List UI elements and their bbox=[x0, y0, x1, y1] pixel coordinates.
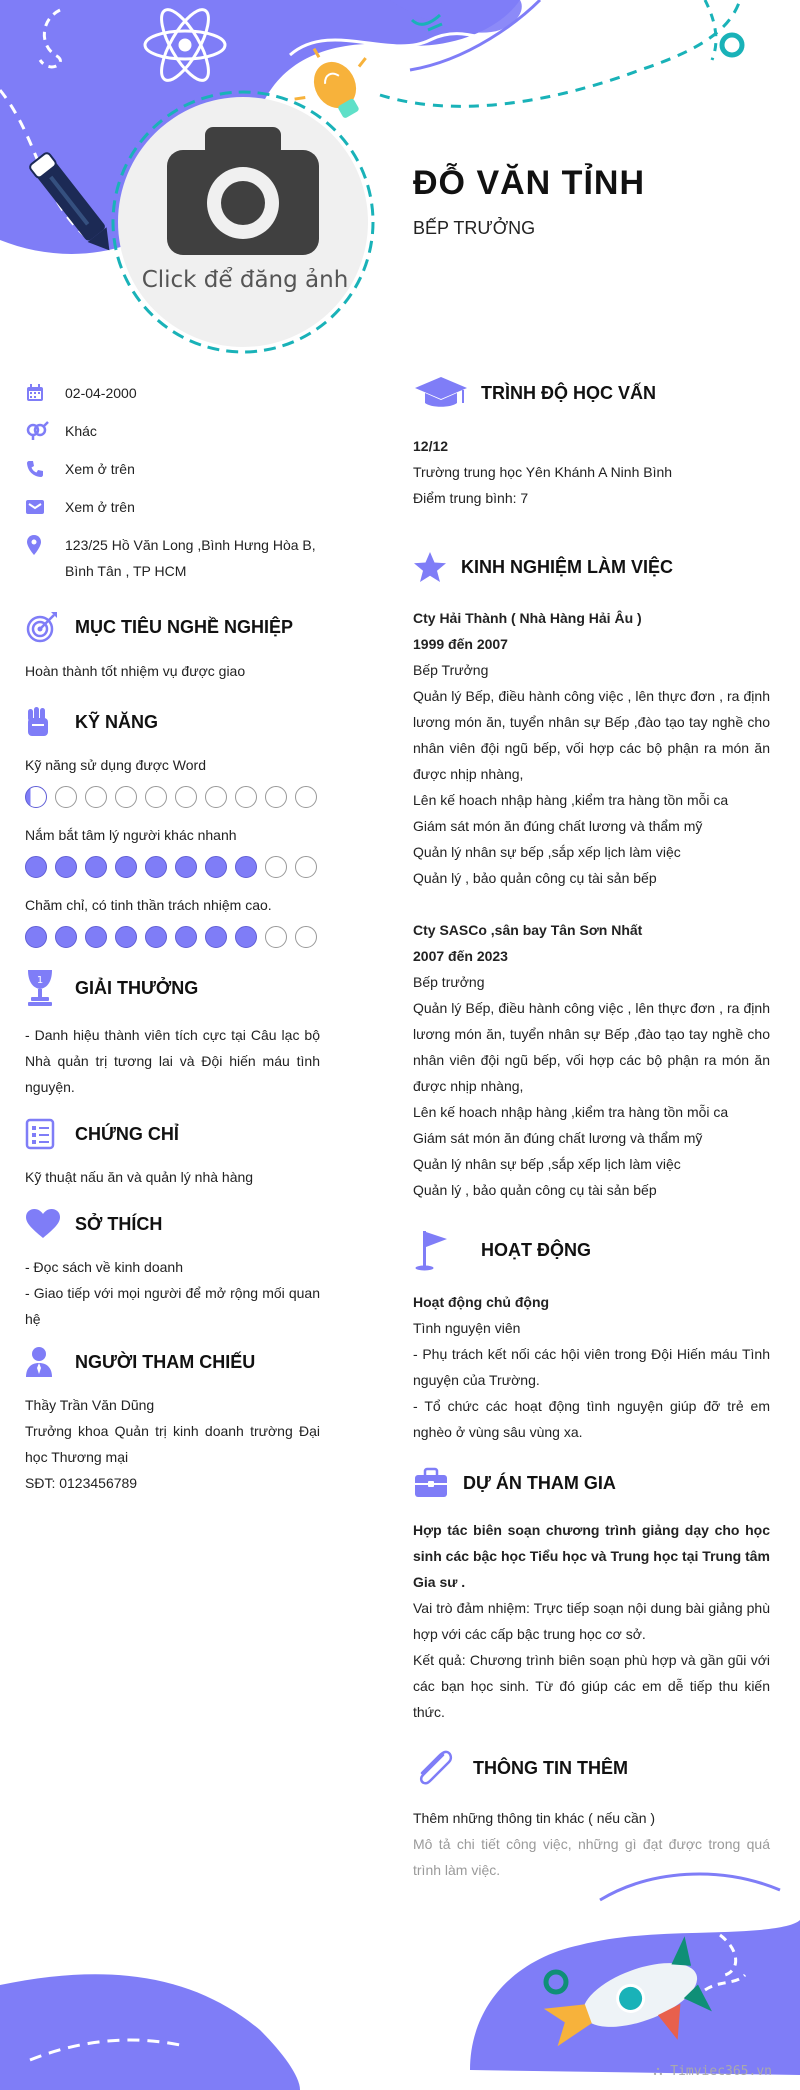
education-degree: 12/12 bbox=[413, 438, 449, 454]
job-period: 2007 đến 2023 bbox=[413, 948, 508, 964]
projects-header bbox=[413, 1467, 770, 1499]
project-role: Vai trò đảm nhiệm: Trực tiếp soạn nội dung bài giảng phù hợp với các cấp bậc trung học cơ sở. bbox=[413, 1600, 770, 1642]
address-value: 123/25 Hồ Văn Long ,Bình Hưng Hòa B, Bình Tân , TP HCM bbox=[65, 537, 316, 579]
education-gpa: Điểm trung bình: 7 bbox=[413, 490, 529, 506]
job-description: Giám sát món ăn đúng chất lương và thẩm mỹ bbox=[413, 818, 703, 834]
activity-description: - Phụ trách kết nối các hội viên trong Đội Hiến máu Tình nguyện của Trường. bbox=[413, 1346, 770, 1388]
objective-title: MỤC TIÊU NGHỀ NGHIỆP bbox=[75, 616, 294, 637]
location-pin-icon bbox=[25, 532, 65, 558]
references-title: NGƯỜI THAM CHIẾU bbox=[75, 1351, 256, 1372]
additional-block bbox=[413, 1805, 770, 1883]
skill-rating-dot[interactable] bbox=[85, 786, 107, 808]
certificates-header bbox=[25, 1118, 320, 1150]
job-role: Bếp trưởng bbox=[413, 974, 485, 990]
skill-name: Chăm chỉ, có tinh thần trách nhiệm cao. bbox=[25, 897, 272, 913]
skill-rating[interactable] bbox=[25, 856, 320, 878]
references-header bbox=[25, 1346, 320, 1378]
skill-rating-dot[interactable] bbox=[115, 926, 137, 948]
skill-rating-dot[interactable] bbox=[265, 856, 287, 878]
additional-header bbox=[413, 1749, 770, 1787]
project-name: Hợp tác biên soạn chương trình giảng dạy cho học sinh các bậc học Tiểu học và Trung học tại Trung tâm Gia sư . bbox=[413, 1522, 770, 1590]
skill-rating-dot[interactable] bbox=[115, 786, 137, 808]
flag-icon bbox=[413, 1229, 481, 1271]
skill-rating-dot[interactable] bbox=[115, 856, 137, 878]
skills-header bbox=[25, 706, 320, 738]
skill-rating-dot[interactable] bbox=[55, 926, 77, 948]
activity-name: Hoạt động chủ động bbox=[413, 1294, 550, 1310]
gender-icon bbox=[25, 418, 65, 444]
skill-rating-dot[interactable] bbox=[55, 786, 77, 808]
activities-block bbox=[413, 1289, 770, 1445]
job-company: Cty SASCo ,sân bay Tân Sơn Nhất bbox=[413, 922, 643, 938]
job-2 bbox=[413, 917, 770, 1203]
project-result: Kết quả: Chương trình biên soạn phù hợp và gần gũi với các bạn học sinh. Từ đó giúp các em dễ tiếp thu kiến thức. bbox=[413, 1652, 770, 1720]
skill-rating-dot[interactable] bbox=[55, 856, 77, 878]
job-description: Quản lý , bảo quản công cụ tài sản bếp bbox=[413, 1182, 657, 1198]
skill-rating-dot[interactable] bbox=[145, 856, 167, 878]
additional-text[interactable]: Thêm những thông tin khác ( nếu cần ) bbox=[413, 1810, 656, 1826]
skill-rating[interactable] bbox=[25, 786, 320, 808]
heart-icon bbox=[25, 1208, 75, 1240]
left-column bbox=[25, 380, 320, 1496]
skill-rating-dot[interactable] bbox=[175, 856, 197, 878]
skill-rating-dot[interactable] bbox=[25, 786, 47, 808]
hobbies-line-1: - Đọc sách về kinh doanh bbox=[25, 1259, 183, 1275]
reference-name: Thầy Trần Văn Dũng bbox=[25, 1397, 155, 1413]
skill-rating-dot[interactable] bbox=[205, 926, 227, 948]
skill-rating-dot[interactable] bbox=[25, 926, 47, 948]
skill-name: Nắm bắt tâm lý người khác nhanh bbox=[25, 827, 237, 843]
job-description: Quản lý Bếp, điều hành công việc , lên thực đơn , ra định lương món ăn, tuyển nhân sự Bếp ,đào tạo tay nghề cho nhân viên đội ngũ bếp, vối hợp các bộ phận ra món ăn được nhịp nhàng, bbox=[413, 688, 770, 782]
contact-phone bbox=[25, 456, 320, 482]
ring-decoration bbox=[722, 35, 742, 55]
hobbies-line-2: - Giao tiếp với mọi người để mở rộng mối quan hệ bbox=[25, 1285, 320, 1327]
job-description: Lên kế hoach nhập hàng ,kiểm tra hàng tồn mỗi ca bbox=[413, 792, 729, 808]
certificates-text: Kỹ thuật nấu ăn và quản lý nhà hàng bbox=[25, 1169, 254, 1185]
star-icon bbox=[413, 551, 461, 583]
raised-fist-icon bbox=[25, 706, 75, 738]
upload-photo-button[interactable]: Click để đăng ảnh bbox=[141, 267, 349, 293]
email-value: Xem ở trên bbox=[65, 499, 135, 515]
checklist-icon bbox=[25, 1118, 75, 1150]
skill-rating-dot[interactable] bbox=[85, 856, 107, 878]
phone-value: Xem ở trên bbox=[65, 461, 135, 477]
skills-title: KỸ NĂNG bbox=[75, 711, 159, 732]
candidate-name: ĐỖ VĂN TỈNH bbox=[413, 164, 645, 202]
additional-placeholder[interactable]: Mô tả chi tiết công việc, những gì đạt được trong quá trình làm việc. bbox=[413, 1836, 770, 1878]
objective-header bbox=[25, 610, 320, 644]
skill-rating-dot[interactable] bbox=[85, 926, 107, 948]
awards-text: - Danh hiệu thành viên tích cực tại Câu lạc bộ Nhà quản trị tương lai và Đội hiến máu tình nguyện. bbox=[25, 1027, 320, 1095]
skill-name: Kỹ năng sử dụng được Word bbox=[25, 757, 206, 773]
reference-role: Trưởng khoa Quản trị kinh doanh trường Đại học Thương mại bbox=[25, 1423, 320, 1465]
awards-header bbox=[25, 968, 320, 1008]
education-block bbox=[413, 433, 770, 511]
job-role: Bếp Trưởng bbox=[413, 662, 489, 678]
contact-address bbox=[25, 532, 320, 584]
skill-rating-dot[interactable] bbox=[265, 926, 287, 948]
right-column bbox=[413, 375, 770, 1883]
skill-rating-dot[interactable] bbox=[175, 926, 197, 948]
skill-rating-dot[interactable] bbox=[25, 856, 47, 878]
education-title: TRÌNH ĐỘ HỌC VẤN bbox=[481, 382, 656, 403]
bottom-blob-shape bbox=[0, 1974, 300, 2090]
skill-rating-dot[interactable] bbox=[175, 786, 197, 808]
skill-rating-dot[interactable] bbox=[235, 786, 257, 808]
skill-rating-dot[interactable] bbox=[295, 786, 317, 808]
activities-header bbox=[413, 1229, 770, 1271]
skill-rating-dot[interactable] bbox=[295, 856, 317, 878]
education-header bbox=[413, 375, 770, 411]
job-period: 1999 đến 2007 bbox=[413, 636, 508, 652]
experience-title: KINH NGHIỆM LÀM VIỆC bbox=[461, 556, 674, 577]
job-1 bbox=[413, 605, 770, 891]
skill-rating-dot[interactable] bbox=[295, 926, 317, 948]
briefcase-icon bbox=[413, 1467, 463, 1499]
contact-birthday bbox=[25, 380, 320, 406]
email-icon bbox=[25, 494, 65, 520]
awards-title: GIẢI THƯỞNG bbox=[75, 977, 199, 998]
birthday-value: 02-04-2000 bbox=[65, 385, 137, 401]
hobbies-title: SỞ THÍCH bbox=[75, 1213, 163, 1234]
skill-rating-dot[interactable] bbox=[265, 786, 287, 808]
projects-title: DỰ ÁN THAM GIA bbox=[463, 1472, 616, 1493]
watermark: ⛬ Timviec365.vn bbox=[653, 2064, 772, 2079]
skill-rating-dot[interactable] bbox=[235, 856, 257, 878]
hobbies-header bbox=[25, 1208, 320, 1240]
job-description: Lên kế hoach nhập hàng ,kiểm tra hàng tồn mỗi ca bbox=[413, 1104, 729, 1120]
skills-list bbox=[25, 752, 320, 948]
calendar-icon bbox=[25, 380, 65, 406]
additional-title: THÔNG TIN THÊM bbox=[473, 1757, 628, 1778]
reference-phone: SĐT: 0123456789 bbox=[25, 1475, 138, 1491]
contact-email bbox=[25, 494, 320, 520]
job-description: Quản lý nhân sự bếp ,sắp xếp lịch làm việc bbox=[413, 844, 681, 860]
activity-description: - Tổ chức các hoạt động tình nguyện giúp đỡ trẻ em nghèo ở vùng sâu vùng xa. bbox=[413, 1398, 770, 1440]
job-description: Quản lý Bếp, điều hành công việc , lên thực đơn , ra định lương món ăn, tuyển nhân sự Bếp ,đào tạo tay nghề cho nhân viên đội ngũ bếp, vối hợp các bộ phận ra món ăn được nhịp nhàng, bbox=[413, 1000, 770, 1094]
skill-rating-dot[interactable] bbox=[235, 926, 257, 948]
objective-text: Hoàn thành tốt nhiệm vụ được giao bbox=[25, 663, 246, 679]
education-school: Trường trung học Yên Khánh A Ninh Bình bbox=[413, 464, 673, 480]
trophy-icon bbox=[25, 968, 75, 1008]
target-icon bbox=[25, 610, 75, 644]
job-description: Quản lý , bảo quản công cụ tài sản bếp bbox=[413, 870, 657, 886]
gender-value: Khác bbox=[65, 423, 97, 439]
certificates-title: CHỨNG CHỈ bbox=[75, 1123, 179, 1144]
job-description: Quản lý nhân sự bếp ,sắp xếp lịch làm việc bbox=[413, 1156, 681, 1172]
graduation-cap-icon bbox=[413, 375, 481, 411]
skill-rating[interactable] bbox=[25, 926, 320, 948]
job-company: Cty Hải Thành ( Nhà Hàng Hải Âu ) bbox=[413, 610, 642, 626]
person-icon bbox=[25, 1346, 75, 1378]
contact-gender bbox=[25, 418, 320, 444]
skill-rating-dot[interactable] bbox=[205, 856, 227, 878]
skill-rating-dot[interactable] bbox=[145, 926, 167, 948]
activity-role: Tình nguyện viên bbox=[413, 1320, 521, 1336]
projects-block bbox=[413, 1517, 770, 1725]
skill-rating-dot[interactable] bbox=[205, 786, 227, 808]
candidate-position: BẾP TRƯỞNG bbox=[413, 218, 536, 238]
phone-icon bbox=[25, 456, 65, 482]
svg-text:1: 1 bbox=[36, 975, 44, 986]
job-description: Giám sát món ăn đúng chất lương và thẩm mỹ bbox=[413, 1130, 703, 1146]
experience-header bbox=[413, 551, 770, 583]
activities-title: HOẠT ĐỘNG bbox=[481, 1239, 591, 1260]
skill-rating-dot[interactable] bbox=[145, 786, 167, 808]
paperclip-icon bbox=[413, 1749, 473, 1787]
